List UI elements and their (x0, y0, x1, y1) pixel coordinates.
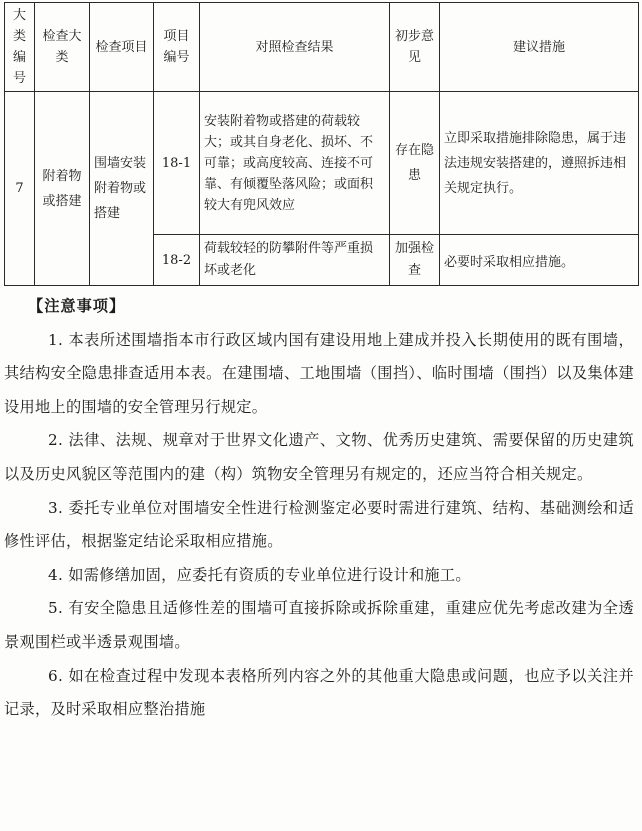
measure-cell: 立即采取措施排除隐患，属于违法违规安装搭建的，遵照拆违相关规定执行。 (440, 92, 639, 235)
header-measure: 建议措施 (440, 3, 639, 92)
result-cell: 荷载较轻的防攀附件等严重损坏或老化 (200, 235, 390, 286)
note-item-1: 1. 本表所述围墙指本市行政区域内国有建设用地上建成并投入长期使用的既有围墙，其结构安全隐患排查适用本表。在建围墙、工地围墙（围挡）、临时围墙（围挡）以及集体建设用地上的围墙的安全管理另行规定。 (4, 330, 634, 416)
note-item-4: 4. 如需修缮加固，应委托有资质的专业单位进行设计和施工。 (48, 565, 471, 584)
note-item-5: 5. 有安全隐患且适修性差的围墙可直接拆除或拆除重建，重建应优先考虑改建为全透景观围栏或半透景观围墙。 (4, 599, 634, 651)
header-category: 检查大类 (35, 3, 90, 92)
notes-section (4, 290, 634, 727)
item-no-cell: 18-1 (154, 92, 200, 235)
result-cell: 安装附着物或搭建的荷载较大；或其自身老化、损坏、不可靠；或高度较高、连接不可靠、有倾覆坠落风险；或面积较大有兜风效应 (200, 92, 390, 235)
header-result: 对照检查结果 (200, 3, 390, 92)
note-item-2: 2. 法律、法规、规章对于世界文化遗产、文物、优秀历史建筑、需要保留的历史建筑以及历史风貌区等范围内的建（构）筑物安全管理另有规定的，还应当符合相关规定。 (4, 431, 634, 483)
opinion-cell: 加强检查 (390, 235, 440, 286)
table-row (5, 92, 639, 235)
note-item-3: 3. 委托专业单位对围墙安全性进行检测鉴定必要时需进行建筑、结构、基础测绘和适修性评估，根据鉴定结论采取相应措施。 (4, 498, 634, 551)
measure-cell: 必要时采取相应措施。 (440, 235, 639, 286)
header-item: 检查项目 (90, 3, 154, 92)
note-item-6: 6. 如在检查过程中发现本表格所列内容之外的其他重大隐患或问题，也应予以关注并记录，及时采取相应整治措施 (4, 666, 634, 719)
table-header-row (5, 3, 639, 92)
category-no-cell: 7 (5, 92, 35, 286)
category-cell: 附着物或搭建 (35, 92, 90, 286)
header-category-no: 大类编号 (5, 3, 35, 92)
inspection-table (4, 2, 639, 286)
header-opinion: 初步意见 (390, 3, 440, 92)
header-item-no: 项目编号 (154, 3, 200, 92)
item-cell: 围墙安装附着物或搭建 (90, 92, 154, 286)
notes-title: 【注意事项】 (28, 297, 126, 315)
opinion-cell: 存在隐患 (390, 92, 440, 235)
item-no-cell: 18-2 (154, 235, 200, 286)
